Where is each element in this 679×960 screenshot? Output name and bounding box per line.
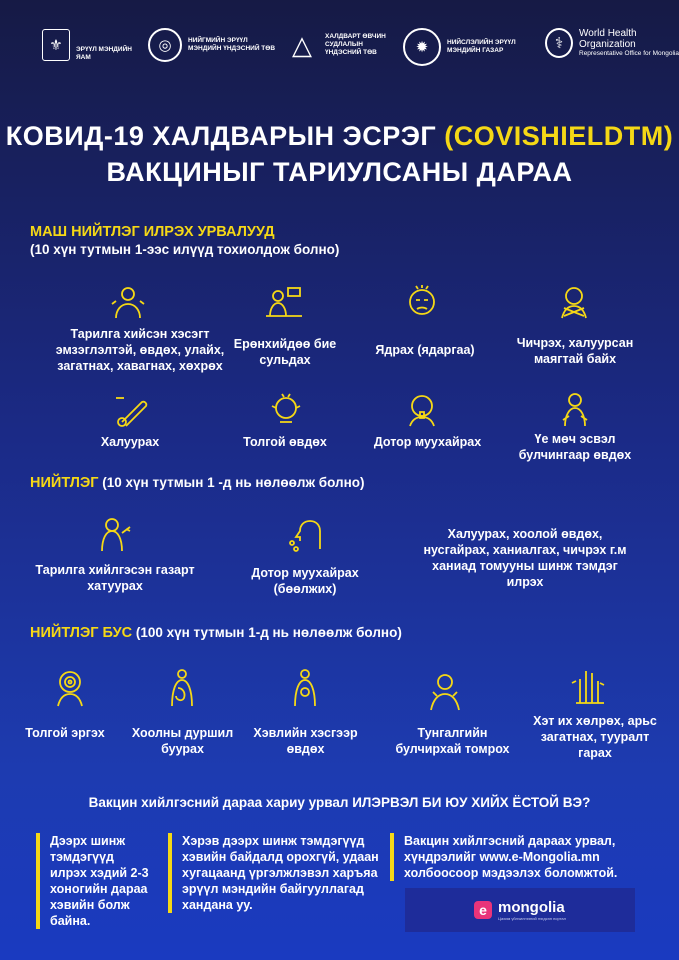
mongolian-emblem-icon: ⚜ xyxy=(42,29,70,61)
symptom-appetite: Хоолны дуршил буурах xyxy=(131,726,234,756)
advice-consult: Хэрэв дээрх шинж тэмдэгүүд хэвийн байдалд орохгүй, удаан хугацаанд үргэлжлэвэл харъяа эрүүл мэндийн байгууллагад хандана уу. xyxy=(168,833,382,913)
symptom-flu-like: Халуурах, хоолой өвдөх, нусгайрах, ханиалгах, чичрэх г.м ханиад томууны шинж тэмдэг илрэх xyxy=(423,527,627,589)
ministry-logo xyxy=(42,28,136,62)
symptom-lymph-nodes: Тунгалгийн булчирхай томрох xyxy=(395,726,510,756)
who-emblem-icon: ⚕ xyxy=(545,28,573,58)
common-heading: НИЙТЛЭГ (10 хүн тутмын 1 -д нь нөлөөлж болно) xyxy=(30,475,365,491)
who-subtitle: Representative Office for Mongolia xyxy=(579,50,679,57)
page-title xyxy=(0,118,679,190)
tired-person-icon xyxy=(264,282,304,322)
joint-pain-icon xyxy=(555,390,595,430)
e-mongolia-tagline: Цахим үйлчилгээний нэгдсэн портал xyxy=(498,916,566,921)
city-health-logo xyxy=(403,28,527,66)
arm-pain-icon xyxy=(108,282,148,322)
infectious-disease-icon: △ xyxy=(292,29,312,60)
city-health-icon: ✹ xyxy=(403,28,441,66)
logo-text: НИЙСЛЭЛИЙН ЭРҮҮЛ МЭНДИЙН ГАЗАР xyxy=(447,39,516,54)
symptom-vomiting: Дотор муухайрах (бөөлжих) xyxy=(251,566,359,596)
symptom-nausea: Дотор муухайрах xyxy=(373,435,482,449)
abdominal-pain-icon xyxy=(285,668,325,708)
e-mongolia-name: mongolia xyxy=(498,899,565,916)
chills-icon xyxy=(554,282,594,322)
symptom-joint-pain: Үе мөч эсвэл булчингаар өвдөх xyxy=(518,432,632,462)
symptom-chills: Чичрэх, халуурсан маягтай байх xyxy=(516,336,634,366)
symptom-dizziness: Толгой эргэх xyxy=(25,726,105,740)
symptom-fever: Халуурах xyxy=(100,435,160,449)
swelling-icon xyxy=(96,515,136,555)
nausea-icon xyxy=(402,390,442,430)
vomiting-icon xyxy=(286,515,326,555)
headache-icon xyxy=(266,390,306,430)
e-mongolia-logo xyxy=(405,888,635,932)
who-logo xyxy=(545,28,679,58)
logo-bar xyxy=(0,28,679,78)
national-center-icon: ◎ xyxy=(148,28,182,62)
symptom-injection-site: Тарилга хийсэн хэсэгт эмзэглэлтэй, өвдөх, улайх, загатнах, хавагнах, хөхрөх xyxy=(55,327,225,373)
symptom-abdominal-pain: Хэвлийн хэсгээр өвдөх xyxy=(253,726,358,756)
logo-text: НИЙГМИЙН ЭРҮҮЛ МЭНДИЙН ҮНДЭСНИЙ ТӨВ xyxy=(188,37,276,52)
symptom-headache: Толгой өвдөх xyxy=(243,435,327,449)
very-common-heading: МАШ НИЙТЛЭГ ИЛРЭХ УРВАЛУУД (10 хүн тутмын 1-ээс илүүд тохиолдож болно) xyxy=(30,224,340,257)
title-line2: ВАКЦИНЫГ ТАРИУЛСАНЫ ДАРАА xyxy=(106,157,573,187)
vaccine-name: (COVISHIELDTM) xyxy=(444,121,674,151)
symptom-sweating-rash: Хэт их хөлрөх, арьс загатнах, тууралт гарах xyxy=(533,714,657,760)
symptom-hardening: Тарилга хийлгэсэн газарт хатуурах xyxy=(35,563,195,593)
thermometer-icon xyxy=(112,390,152,430)
fatigue-face-icon xyxy=(402,282,442,322)
dizziness-icon xyxy=(50,668,90,708)
logo-text: ЭРҮҮЛ МЭНДИЙН ЯАМ xyxy=(76,46,132,61)
logo-text: ХАЛДВАРТ ӨВЧИН СУДЛАЛЫН ҮНДЭСНИЙ ТӨВ xyxy=(325,33,386,56)
title-line1: КОВИД-19 ХАЛДВАРЫН ЭСРЭГ xyxy=(5,121,445,151)
symptom-weakness: Ерөнхийдөө бие сульдах xyxy=(233,337,337,367)
infectious-disease-logo xyxy=(285,28,395,62)
itching-hand-icon xyxy=(568,665,608,705)
advice-normal: Дээрх шинж тэмдэгүүд илрэх хэдий 2-3 хоногийн дараа хэвийн болж байна. xyxy=(36,833,150,929)
symptom-fatigue: Ядрах (ядаргаа) xyxy=(375,343,475,357)
national-center-logo xyxy=(148,28,280,62)
what-to-do-question: Вакцин хийлгэсний дараа хариу урвал ИЛЭРВЭЛ БИ ЮУ ХИЙХ ЁСТОЙ ВЭ? xyxy=(88,795,591,810)
e-mongolia-icon: e xyxy=(474,901,492,919)
lymph-node-icon xyxy=(425,672,465,712)
uncommon-heading: НИЙТЛЭГ БУС (100 хүн тутмын 1-д нь нөлөөлж болно) xyxy=(30,625,402,641)
advice-report: Вакцин хийлгэсний дараах урвал, хүндрэлийг www.e-Mongolia.mn холбоосоор мэдээлэх боломжтой. xyxy=(390,833,649,881)
who-name: World Health Organization xyxy=(579,28,637,50)
stomach-icon xyxy=(162,668,202,708)
